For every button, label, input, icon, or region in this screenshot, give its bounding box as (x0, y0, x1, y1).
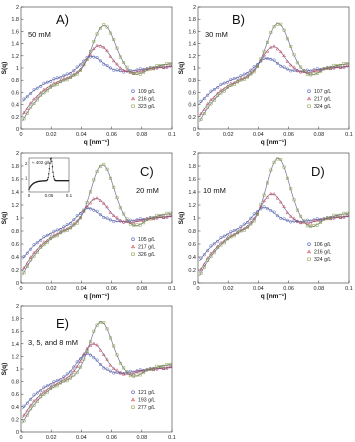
legend-marker (132, 391, 135, 394)
y-tick-label: 0.2 (188, 114, 196, 121)
x-tick-label: 0 (196, 132, 200, 138)
inset-x-tick-label: 0.1 (65, 193, 73, 198)
legend-label: 109 g/L (138, 89, 156, 95)
x-tick-label: 0.04 (253, 132, 264, 138)
y-tick-label: 0.8 (11, 229, 19, 235)
legend-marker (308, 243, 311, 246)
y-tick-label: 1.2 (188, 53, 196, 60)
legend-marker (308, 90, 311, 93)
y-tick-label: 0 (15, 430, 19, 436)
x-tick-label: 0.06 (106, 435, 117, 441)
panel-label: E) (56, 316, 69, 331)
x-axis-label: q [nm⁻¹] (260, 293, 287, 300)
data-point (116, 219, 119, 222)
x-axis-label: q [nm⁻¹] (83, 139, 110, 146)
x-tick-label: 0.08 (136, 132, 148, 138)
y-tick-label: 0.4 (11, 255, 19, 261)
y-tick-label: 0.4 (11, 102, 19, 109)
concentration-label: 10 mM (203, 186, 226, 195)
legend-label: 323 g/L (138, 104, 156, 110)
chart-panel-c (1, 151, 176, 300)
y-axis-label: S(q) (1, 362, 8, 376)
x-tick-label: 0.04 (76, 286, 87, 292)
x-tick-label: 0.04 (76, 132, 87, 138)
legend-marker (132, 105, 135, 108)
panel-label: D) (311, 164, 325, 179)
y-tick-label: 1 (192, 66, 196, 72)
inset-label: ≈ 402 g/L (32, 160, 51, 165)
inset-plot (25, 158, 73, 198)
x-tick-label: 0.1 (168, 286, 176, 292)
y-tick-label: 0.6 (11, 242, 19, 248)
y-tick-label: 1.4 (188, 190, 196, 196)
x-tick-label: 0.06 (283, 286, 294, 292)
x-tick-label: 0.02 (45, 132, 57, 138)
legend-marker (132, 238, 135, 241)
x-axis-label: q [nm⁻¹] (260, 139, 287, 146)
y-tick-label: 0.6 (188, 242, 196, 248)
y-tick-label: 1.6 (188, 177, 196, 183)
y-tick-label: 0.2 (11, 417, 19, 424)
chart-panel-e (1, 304, 176, 442)
concentration-label: 30 mM (205, 30, 228, 39)
x-tick-label: 0.08 (136, 286, 148, 292)
y-tick-label: 1.4 (11, 341, 19, 348)
concentration-label: 20 mM (136, 186, 159, 195)
x-tick-label: 0.06 (106, 286, 117, 292)
y-tick-label: 0.2 (11, 114, 19, 121)
y-tick-label: 1.8 (11, 164, 19, 170)
y-tick-label: 0 (192, 281, 196, 287)
y-tick-label: 0.6 (11, 392, 19, 399)
legend-marker (308, 97, 311, 100)
y-tick-label: 1.2 (11, 53, 19, 60)
legend-marker (132, 90, 135, 93)
legend-label: 216 g/L (138, 96, 156, 103)
legend-marker (308, 105, 311, 108)
legend-label: 326 g/L (138, 252, 156, 258)
y-tick-label: 0.8 (188, 78, 196, 85)
inset-x-tick-label: 0.05 (44, 193, 54, 198)
y-tick-label: 1.6 (188, 29, 196, 36)
y-tick-label: 1.8 (11, 17, 19, 24)
y-tick-label: 1.2 (11, 203, 19, 209)
x-axis-label: q [nm⁻¹] (83, 293, 110, 300)
x-tick-label: 0.08 (313, 286, 325, 292)
y-axis-label: S(q) (178, 61, 185, 75)
y-tick-label: 1.6 (11, 329, 19, 336)
chart-panel-d (178, 151, 353, 300)
chart-panel-a (1, 5, 176, 146)
legend-label: 217 g/L (138, 244, 156, 251)
legend-marker (132, 245, 135, 248)
panel-label: A) (56, 12, 69, 27)
y-tick-label: 0.8 (188, 229, 196, 235)
legend-marker (308, 250, 311, 253)
data-point (293, 220, 296, 223)
x-tick-label: 0.1 (168, 132, 176, 138)
y-tick-label: 1.4 (188, 41, 196, 48)
inset-y-tick-label: 2 (24, 161, 28, 167)
x-tick-label: 0.1 (345, 286, 353, 292)
x-tick-label: 0.06 (283, 132, 294, 138)
y-tick-label: 0.2 (188, 268, 196, 274)
legend-label: 216 g/L (314, 249, 332, 256)
y-tick-label: 0.6 (11, 90, 19, 97)
x-tick-label: 0.08 (313, 132, 325, 138)
x-tick-label: 0.1 (168, 435, 176, 441)
y-tick-label: 1.4 (11, 41, 19, 48)
x-tick-label: 0.04 (76, 435, 87, 441)
y-tick-label: 1.4 (11, 190, 19, 196)
x-tick-label: 0.02 (45, 286, 57, 292)
legend-label: 105 g/L (138, 237, 156, 243)
legend-label: 121 g/L (138, 390, 156, 396)
y-tick-label: 2 (15, 5, 19, 11)
y-axis-label: S(q) (1, 61, 8, 75)
legend-marker (132, 398, 135, 401)
legend-marker (132, 97, 135, 100)
legend-marker (308, 258, 311, 261)
y-tick-label: 1.2 (188, 203, 196, 209)
legend-marker (132, 253, 135, 256)
legend-marker (132, 406, 135, 409)
y-tick-label: 1 (15, 367, 19, 373)
y-axis-label: S(q) (178, 211, 185, 225)
chart-panel-b (178, 5, 353, 146)
y-tick-label: 0 (15, 127, 19, 133)
legend-label: 193 g/L (138, 397, 156, 404)
y-tick-label: 1 (15, 66, 19, 72)
x-tick-label: 0 (19, 435, 23, 441)
y-tick-label: 0.4 (11, 404, 19, 411)
panel-label: C) (140, 164, 154, 179)
x-tick-label: 0.06 (106, 132, 117, 138)
y-tick-label: 1.8 (11, 316, 19, 323)
inset-x-tick-label: 0 (27, 193, 31, 198)
y-tick-label: 2 (192, 151, 196, 157)
x-tick-label: 0.1 (345, 132, 353, 138)
y-tick-label: 1.6 (11, 177, 19, 183)
y-tick-label: 1 (192, 216, 196, 222)
legend-label: 217 g/L (314, 96, 332, 103)
y-tick-label: 0.6 (188, 90, 196, 97)
legend-label: 107 g/L (314, 89, 332, 95)
y-tick-label: 0.2 (11, 268, 19, 274)
y-tick-label: 0 (15, 281, 19, 287)
y-tick-label: 0 (192, 127, 196, 133)
x-tick-label: 0 (196, 286, 200, 292)
y-tick-label: 1 (15, 216, 19, 222)
concentration-label: 50 mM (28, 30, 51, 39)
y-tick-label: 1.6 (11, 29, 19, 36)
y-tick-label: 2 (15, 151, 19, 157)
x-tick-label: 0.02 (45, 435, 57, 441)
x-tick-label: 0.02 (222, 132, 234, 138)
legend-label: 324 g/L (314, 104, 332, 110)
y-tick-label: 0.8 (11, 379, 19, 386)
panel-label: B) (232, 12, 245, 27)
y-tick-label: 1.8 (188, 164, 196, 170)
y-tick-label: 0.8 (11, 78, 19, 85)
fit-curve-1 (23, 199, 172, 271)
x-tick-label: 0.02 (222, 286, 234, 292)
legend-label: 277 g/L (138, 405, 156, 411)
x-tick-label: 0 (19, 286, 23, 292)
inset-y-tick-label: 1 (24, 175, 28, 181)
y-tick-label: 2 (15, 304, 19, 310)
y-axis-label: S(q) (1, 211, 8, 225)
x-tick-label: 0 (19, 132, 23, 138)
y-tick-label: 1.8 (188, 17, 196, 24)
y-tick-label: 1.2 (11, 354, 19, 361)
legend-label: 106 g/L (314, 242, 332, 248)
legend-label: 324 g/L (314, 257, 332, 263)
y-tick-label: 2 (192, 5, 196, 11)
x-tick-label: 0.04 (253, 286, 264, 292)
x-tick-label: 0.08 (136, 435, 148, 441)
concentration-label: 3, 5, and 8 mM (28, 338, 79, 347)
y-tick-label: 0.4 (188, 255, 196, 261)
y-tick-label: 0.4 (188, 102, 196, 109)
